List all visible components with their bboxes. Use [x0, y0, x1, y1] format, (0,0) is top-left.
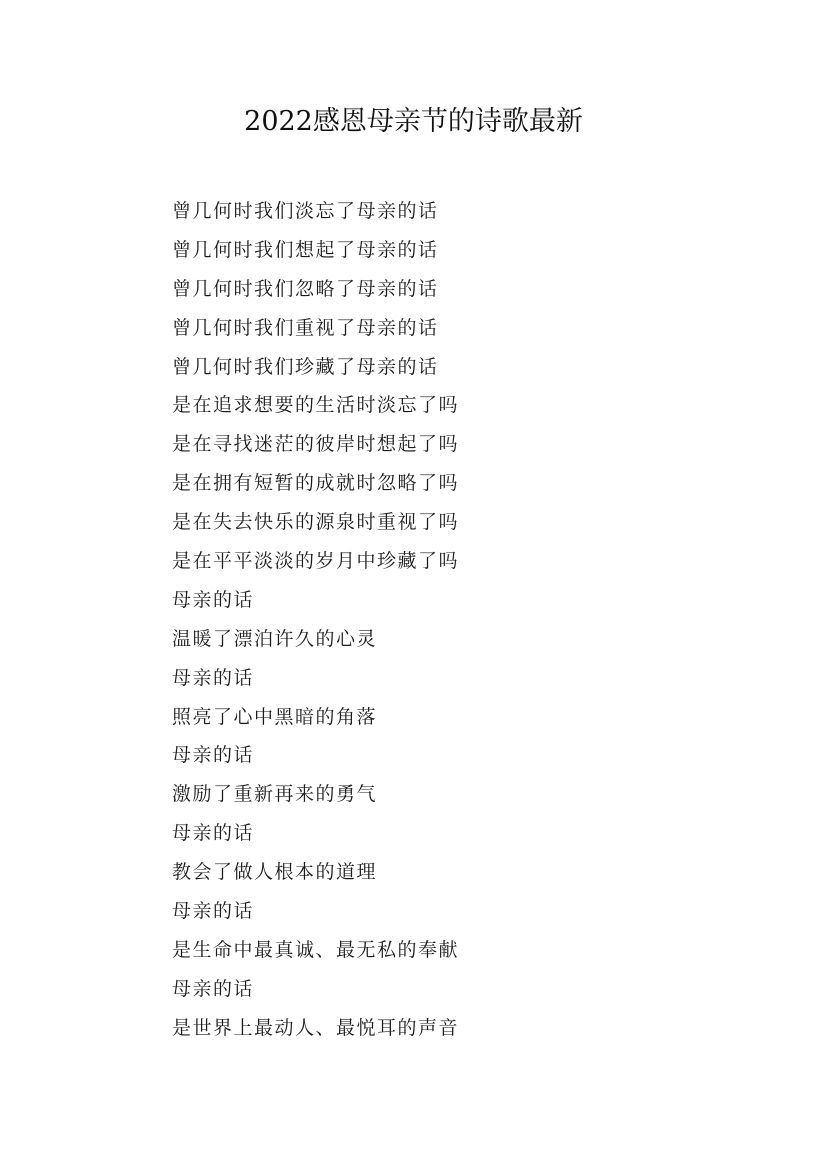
poem-line: 母亲的话 — [172, 822, 255, 845]
poem-line: 教会了做人根本的道理 — [172, 861, 378, 884]
poem-line: 母亲的话 — [172, 900, 255, 923]
poem-line: 是在追求想要的生活时淡忘了吗 — [172, 394, 460, 417]
poem-line: 是世界上最动人、最悦耳的声音 — [172, 1016, 460, 1039]
poem-line: 曾几何时我们重视了母亲的话 — [172, 316, 439, 339]
poem-line: 是生命中最真诚、最无私的奉献 — [172, 938, 460, 961]
poem-line: 母亲的话 — [172, 588, 255, 611]
poem-line: 是在寻找迷茫的彼岸时想起了吗 — [172, 433, 460, 456]
poem-line: 照亮了心中黑暗的角落 — [172, 705, 378, 728]
poem-line: 母亲的话 — [172, 977, 255, 1000]
poem-line: 是在平平淡淡的岁月中珍藏了吗 — [172, 550, 460, 573]
poem-line: 是在拥有短暂的成就时忽略了吗 — [172, 472, 460, 495]
poem-line: 母亲的话 — [172, 666, 255, 689]
poem-line: 母亲的话 — [172, 744, 255, 767]
poem-line: 激励了重新再来的勇气 — [172, 783, 378, 806]
poem-line: 温暖了漂泊许久的心灵 — [172, 627, 378, 650]
poem-line: 曾几何时我们想起了母亲的话 — [172, 238, 439, 261]
poem-body — [172, 192, 459, 1048]
poem-line: 是在失去快乐的源泉时重视了吗 — [172, 511, 460, 534]
poem-line: 曾几何时我们忽略了母亲的话 — [172, 277, 439, 300]
poem-line: 曾几何时我们珍藏了母亲的话 — [172, 355, 439, 378]
poem-line: 曾几何时我们淡忘了母亲的话 — [172, 200, 439, 222]
page-title: 2022感恩母亲节的诗歌最新 — [244, 106, 583, 137]
